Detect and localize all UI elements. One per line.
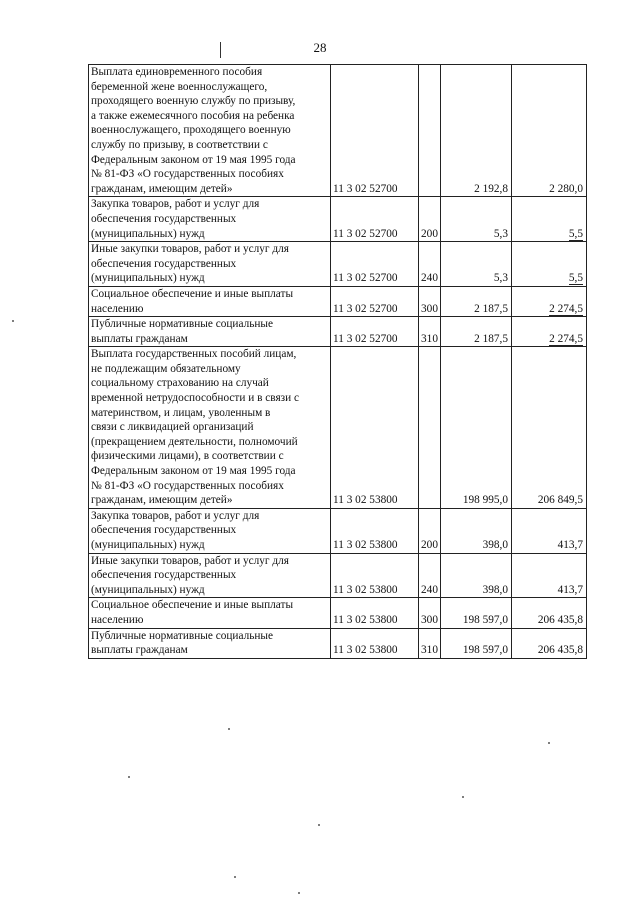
description-line: выплаты гражданам	[91, 332, 188, 345]
row-description	[89, 65, 331, 197]
description-line: Федеральным законом от 19 мая 1995 года	[91, 153, 296, 166]
expense-type-code: 310	[419, 628, 441, 658]
scan-speck	[298, 892, 300, 894]
description-line: Публичные нормативные социальные	[91, 629, 274, 642]
expense-type-code: 300	[419, 286, 441, 316]
description-line: населению	[91, 302, 144, 315]
amount-year-2-value: 206 849,5	[537, 494, 583, 507]
amount-year-2-value: 206 435,8	[537, 613, 583, 626]
description-line: Выплата единовременного пособия	[91, 66, 263, 78]
row-description	[89, 628, 331, 658]
table-row	[89, 553, 587, 598]
description-line: не подлежащим обязательному	[91, 362, 241, 375]
amount-year-2-value: 5,5	[568, 227, 583, 240]
row-description	[89, 553, 331, 598]
table-row	[89, 508, 587, 553]
scan-speck	[228, 728, 230, 730]
description-line: физическими лицами), в соответствии с	[91, 450, 284, 463]
amount-year-2-value: 2 274,5	[549, 302, 583, 315]
row-description	[89, 286, 331, 316]
description-line: (прекращением деятельности, полномочий	[91, 435, 298, 448]
row-description	[89, 598, 331, 628]
amount-year-2	[512, 598, 587, 628]
description-line: военнослужащего, проходящего военную	[91, 124, 291, 137]
description-line: № 81-ФЗ «О государственных пособиях	[91, 168, 284, 181]
table-row	[89, 286, 587, 316]
amount-year-2	[512, 508, 587, 553]
amount-year-2-value: 2 274,5	[549, 332, 583, 345]
classification-code: 11 3 02 52700	[331, 65, 419, 197]
expense-type-code: 240	[419, 553, 441, 598]
description-line: обеспечения государственных	[91, 524, 237, 537]
description-line: обеспечения государственных	[91, 212, 237, 225]
description-line: Выплата государственных пособий лицам,	[91, 348, 297, 361]
description-line: службу по призыву, в соответствии с	[91, 138, 268, 151]
description-line: населению	[91, 613, 144, 626]
description-line: Закупка товаров, работ и услуг для	[91, 509, 260, 522]
row-description	[89, 242, 331, 287]
amount-year-1: 2 192,8	[441, 65, 512, 197]
description-line: Иные закупки товаров, работ и услуг для	[91, 554, 289, 567]
amount-year-1: 5,3	[441, 242, 512, 287]
page-number: 28	[313, 40, 327, 55]
description-line: (муниципальных) нужд	[91, 227, 205, 240]
table-body	[89, 65, 587, 659]
amount-year-1: 398,0	[441, 553, 512, 598]
classification-code: 11 3 02 53800	[331, 553, 419, 598]
amount-year-2-value: 5,5	[568, 272, 583, 285]
expense-type-code	[419, 347, 441, 509]
amount-year-1: 198 597,0	[441, 628, 512, 658]
description-line: беременной жене военнослужащего,	[91, 80, 268, 93]
amount-year-1: 2 187,5	[441, 317, 512, 347]
row-description	[89, 347, 331, 509]
expense-type-code: 300	[419, 598, 441, 628]
description-line: гражданам, имеющим детей»	[91, 182, 233, 195]
description-line: Социальное обеспечение и иные выплаты	[91, 599, 294, 612]
classification-code: 11 3 02 53800	[331, 628, 419, 658]
description-line: (муниципальных) нужд	[91, 539, 205, 551]
scan-speck	[318, 824, 320, 826]
description-line: выплаты гражданам	[91, 644, 188, 657]
table-row	[89, 65, 587, 197]
budget-table	[88, 64, 587, 659]
amount-year-1: 198 597,0	[441, 598, 512, 628]
amount-year-2	[512, 347, 587, 509]
amount-year-1: 198 995,0	[441, 347, 512, 509]
amount-year-2	[512, 628, 587, 658]
amount-year-2	[512, 242, 587, 287]
table-row	[89, 317, 587, 347]
classification-code: 11 3 02 53800	[331, 508, 419, 553]
description-line: (муниципальных) нужд	[91, 583, 205, 596]
amount-year-1: 398,0	[441, 508, 512, 553]
amount-year-2-value: 413,7	[557, 583, 583, 596]
classification-code: 11 3 02 52700	[331, 197, 419, 242]
expense-type-code: 200	[419, 197, 441, 242]
description-line: Социальное обеспечение и иные выплаты	[91, 287, 294, 300]
amount-year-2	[512, 65, 587, 197]
classification-code: 11 3 02 53800	[331, 598, 419, 628]
classification-code: 11 3 02 52700	[331, 286, 419, 316]
amount-year-2	[512, 317, 587, 347]
table-row	[89, 598, 587, 628]
amount-year-2-value: 206 435,8	[537, 644, 583, 657]
description-line: материнством, и лицам, уволенным в	[91, 406, 271, 419]
expense-type-code: 200	[419, 508, 441, 553]
table-row	[89, 197, 587, 242]
description-line: Публичные нормативные социальные	[91, 318, 274, 331]
description-line: Иные закупки товаров, работ и услуг для	[91, 243, 289, 256]
table-row	[89, 628, 587, 658]
amount-year-2-value: 2 280,0	[549, 182, 583, 195]
description-line: гражданам, имеющим детей»	[91, 494, 233, 507]
margin-tick-mark	[220, 42, 221, 58]
table-row	[89, 242, 587, 287]
row-description	[89, 317, 331, 347]
row-description	[89, 197, 331, 242]
description-line: временной нетрудоспособности и в связи с	[91, 392, 299, 405]
scan-speck	[12, 320, 14, 322]
classification-code: 11 3 02 52700	[331, 242, 419, 287]
amount-year-2	[512, 286, 587, 316]
description-line: (муниципальных) нужд	[91, 272, 205, 285]
description-line: а также ежемесячного пособия на ребенка	[91, 109, 295, 122]
classification-code: 11 3 02 52700	[331, 317, 419, 347]
description-line: Закупка товаров, работ и услуг для	[91, 198, 260, 211]
amount-year-2	[512, 553, 587, 598]
amount-year-1: 2 187,5	[441, 286, 512, 316]
description-line: Федеральным законом от 19 мая 1995 года	[91, 465, 296, 478]
description-line: социальному страхованию на случай	[91, 377, 269, 390]
description-line: обеспечения государственных	[91, 569, 237, 582]
row-description	[89, 508, 331, 553]
description-line: № 81-ФЗ «О государственных пособиях	[91, 479, 284, 492]
scan-speck	[548, 742, 550, 744]
amount-year-1: 5,3	[441, 197, 512, 242]
expense-type-code: 240	[419, 242, 441, 287]
expense-type-code	[419, 65, 441, 197]
amount-year-2	[512, 197, 587, 242]
table-row	[89, 347, 587, 509]
classification-code: 11 3 02 53800	[331, 347, 419, 509]
expense-type-code: 310	[419, 317, 441, 347]
amount-year-2-value: 413,7	[557, 539, 583, 551]
scan-speck	[234, 876, 236, 878]
description-line: обеспечения государственных	[91, 257, 237, 270]
scan-speck	[462, 796, 464, 798]
description-line: проходящего военную службу по призыву,	[91, 95, 296, 108]
scan-speck	[128, 776, 130, 778]
description-line: связи с ликвидацией организаций	[91, 421, 254, 434]
